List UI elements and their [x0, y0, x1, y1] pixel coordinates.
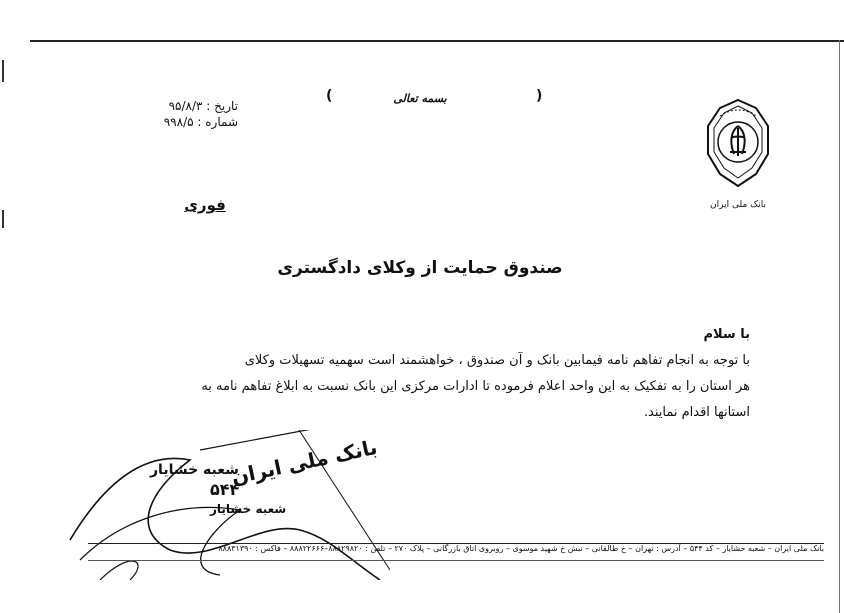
body-line: هر استان را به تفکیک به این واحد اعلام فرموده تا ادارات مرکزی این بانک نسبت به ابلاغ تفاهم نامه به [201, 379, 750, 394]
scan-top-edge [30, 40, 844, 42]
bracket-mark: ) [536, 88, 543, 104]
urgency-label: فوری [184, 196, 226, 214]
bank-caption: بانک ملی ایران [710, 200, 766, 210]
letter-title: صندوق حمایت از وکلای دادگستری [277, 258, 563, 278]
body-line: استانها اقدام نمایند. [643, 405, 750, 420]
number-row [138, 114, 238, 130]
bank-seal-icon [700, 96, 776, 196]
scan-top-margin [0, 0, 844, 40]
date-row [138, 98, 238, 114]
scan-right-edge [839, 40, 840, 613]
date-value: ۹۵/۸/۳ [168, 99, 203, 113]
stamp-branch: شعبه خشایار [150, 462, 239, 478]
letter-meta [138, 98, 238, 130]
footer-rule [88, 560, 824, 561]
stamp-bank-name: بانک ملی ایران [229, 434, 380, 490]
bracket-mark: ( [326, 88, 333, 104]
letterhead-footer: بانک ملی ایران – شعبه خشایار – کد ۵۴۴ – آدرس : تهران – خ طالقانی – نبش خ شهید موسوی – روبروی اتاق بازرگانی – پلاک ۲۷۰ – تلفن : ۸۸۸۲۹۸۲۰–۸۸۸۲۲۶۶۶ – فاکس : ۸۸۸۳۱۳۹۰ [218, 544, 824, 553]
invocation-text: بسمه تعالی [393, 92, 447, 105]
number-value: ۹۹۸/۵ [163, 115, 194, 129]
stamp-code: ۵۴۴ [210, 480, 240, 499]
date-label: تاریخ : [206, 99, 238, 113]
letter-body [130, 322, 750, 426]
bank-logo [700, 96, 776, 200]
scan-left-mark [2, 60, 4, 82]
stamp-and-signature [60, 430, 390, 580]
stamp-branch-secondary: شعبه خشایار [210, 502, 287, 516]
number-label: شماره : [197, 115, 238, 129]
greeting: با سلام [703, 327, 750, 342]
scan-left-mark [2, 210, 4, 228]
body-line: با توجه به انجام تفاهم نامه فیمابین بانک و آن صندوق ، خواهشمند است سهمیه تسهیلات وکلای [244, 353, 750, 368]
